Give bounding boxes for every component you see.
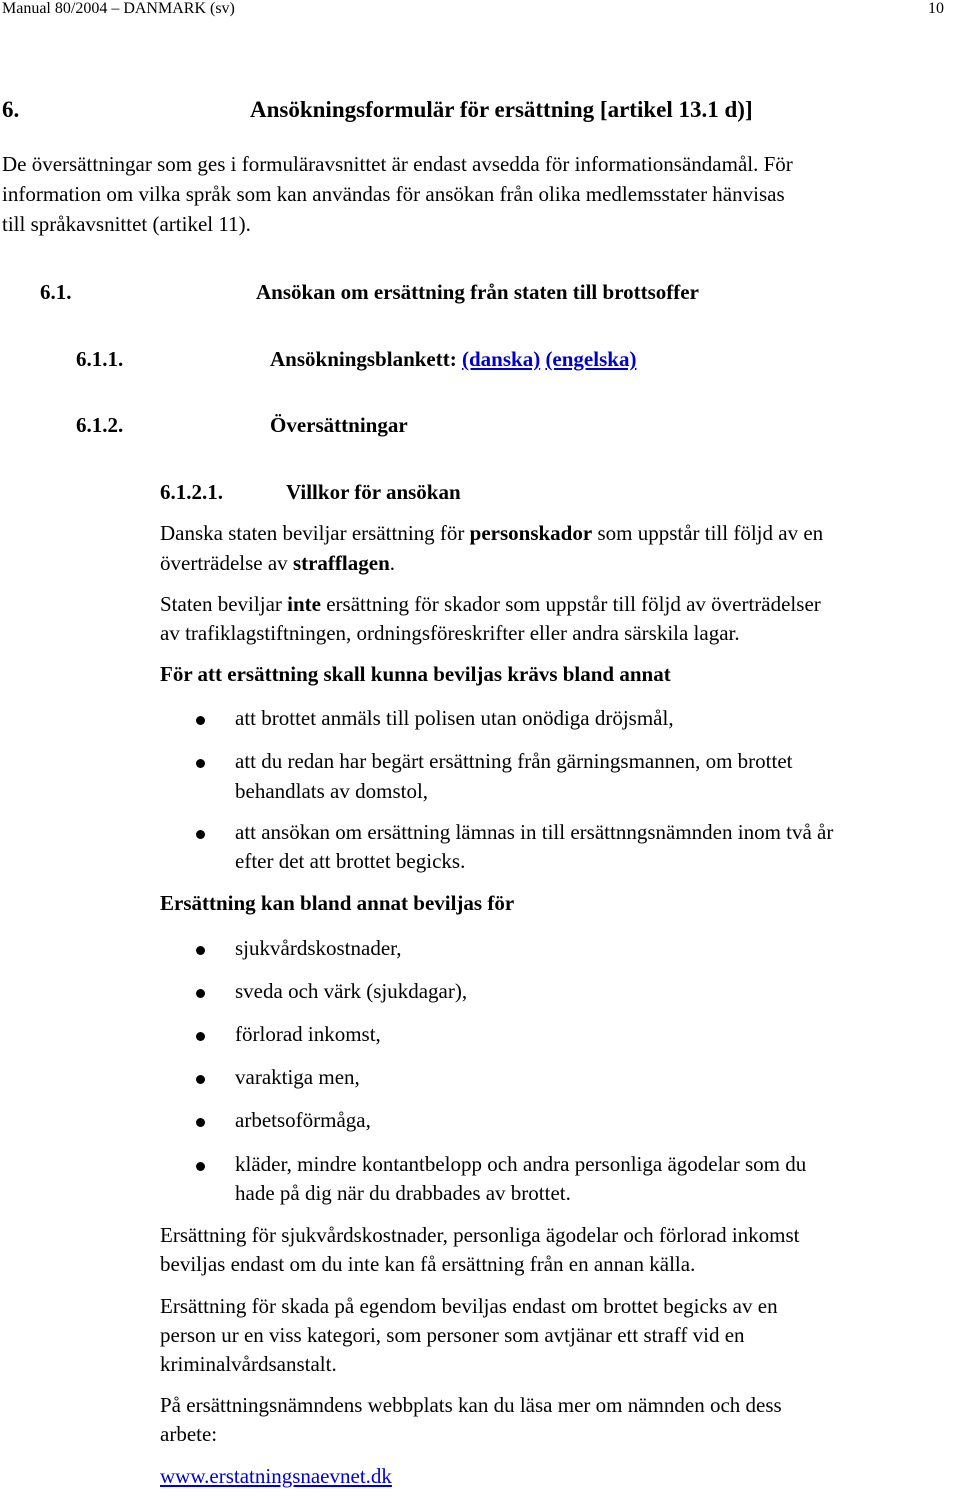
section-6-1-2-1-title: Villkor för ansökan: [286, 480, 461, 504]
section-6-title: Ansökningsformulär för ersättning [artikel 13.1 d)]: [250, 97, 753, 122]
bullet-icon: [196, 989, 205, 998]
bullet-icon: [196, 1162, 205, 1171]
para4-line-2: person ur en viss kategori, som personer som avtjänar ett straff vid en: [160, 1323, 745, 1347]
requirements-heading: För att ersättning skall kunna beviljas krävs bland annat: [160, 662, 671, 686]
intro-line-3: till språkavsnittet (artikel 11).: [2, 212, 251, 236]
compensation-item: sveda och värk (sjukdagar),: [235, 979, 468, 1003]
para3-line-2: beviljas endast om du inte kan få ersättning från en annan källa.: [160, 1252, 696, 1276]
bullet-icon: [196, 946, 205, 955]
bullet-icon: [196, 1075, 205, 1084]
compensation-item: sjukvårdskostnader,: [235, 936, 402, 960]
section-6-1-1-number: 6.1.1.: [76, 347, 124, 371]
compensation-item: varaktiga men,: [235, 1065, 360, 1089]
para4-line-3: kriminalvårdsanstalt.: [160, 1352, 337, 1376]
para5-line-1: På ersättningsnämndens webbplats kan du läsa mer om nämnden och dess: [160, 1393, 782, 1417]
running-header: Manual 80/2004 – DANMARK (sv): [2, 0, 235, 17]
para5-line-2: arbete:: [160, 1422, 218, 1446]
website-link[interactable]: www.erstatningsnaevnet.dk: [160, 1464, 392, 1488]
intro-line-1: De översättningar som ges i formuläravsnittet är endast avsedda för informationsändamål. För: [2, 152, 793, 176]
danish-form-link[interactable]: (danska): [461, 347, 541, 371]
intro-line-2: information om vilka språk som kan användas för ansökan från olika medlemsstater hänvisas: [2, 182, 785, 206]
page-number: 10: [928, 0, 944, 17]
compensation-heading: Ersättning kan bland annat beviljas för: [160, 891, 515, 915]
section-6-1-2-1-number: 6.1.2.1.: [160, 480, 223, 504]
requirement-item: att ansökan om ersättning lämnas in till ersättnngsnämnden inom två år: [235, 820, 834, 844]
application-form-label: Ansökningsblankett:: [270, 347, 457, 371]
english-form-link[interactable]: (engelska): [545, 347, 637, 371]
requirement-item: att du redan har begärt ersättning från gärningsmannen, om brottet: [235, 749, 793, 773]
bullet-icon: [196, 759, 205, 768]
section-6-1-title: Ansökan om ersättning från staten till brottsoffer: [256, 280, 699, 304]
section-6-1-number: 6.1.: [40, 280, 72, 304]
section-6-1-1-title: [270, 347, 636, 372]
para1-line-2: överträdelse av strafflagen.: [160, 551, 395, 575]
para4-line-1: Ersättning för skada på egendom beviljas endast om brottet begicks av en: [160, 1294, 778, 1318]
bullet-icon: [196, 716, 205, 725]
section-6-number: 6.: [2, 97, 20, 122]
compensation-item: kläder, mindre kontantbelopp och andra personliga ägodelar som du: [235, 1152, 807, 1176]
para1-line-1: Danska staten beviljar ersättning för personskador som uppstår till följd av en: [160, 521, 824, 545]
para3-line-1: Ersättning för sjukvårdskostnader, personliga ägodelar och förlorad inkomst: [160, 1223, 800, 1247]
section-6-1-2-title: Översättningar: [270, 413, 408, 437]
compensation-item: arbetsoförmåga,: [235, 1108, 371, 1132]
para2-line-1: Staten beviljar inte ersättning för skador som uppstår till följd av överträdelser: [160, 592, 821, 616]
compensation-item: förlorad inkomst,: [235, 1022, 381, 1046]
requirement-item: att brottet anmäls till polisen utan onödiga dröjsmål,: [235, 706, 674, 730]
section-6-1-2-number: 6.1.2.: [76, 413, 124, 437]
bullet-icon: [196, 1032, 205, 1041]
bullet-icon: [196, 830, 205, 839]
para2-line-2: av trafiklagstiftningen, ordningsföreskrifter eller andra särskila lagar.: [160, 621, 740, 645]
bullet-icon: [196, 1118, 205, 1127]
compensation-item-cont: hade på dig när du drabbades av brottet.: [235, 1181, 571, 1205]
requirement-item-cont: efter det att brottet begicks.: [235, 849, 466, 873]
requirement-item-cont: behandlats av domstol,: [235, 779, 429, 803]
